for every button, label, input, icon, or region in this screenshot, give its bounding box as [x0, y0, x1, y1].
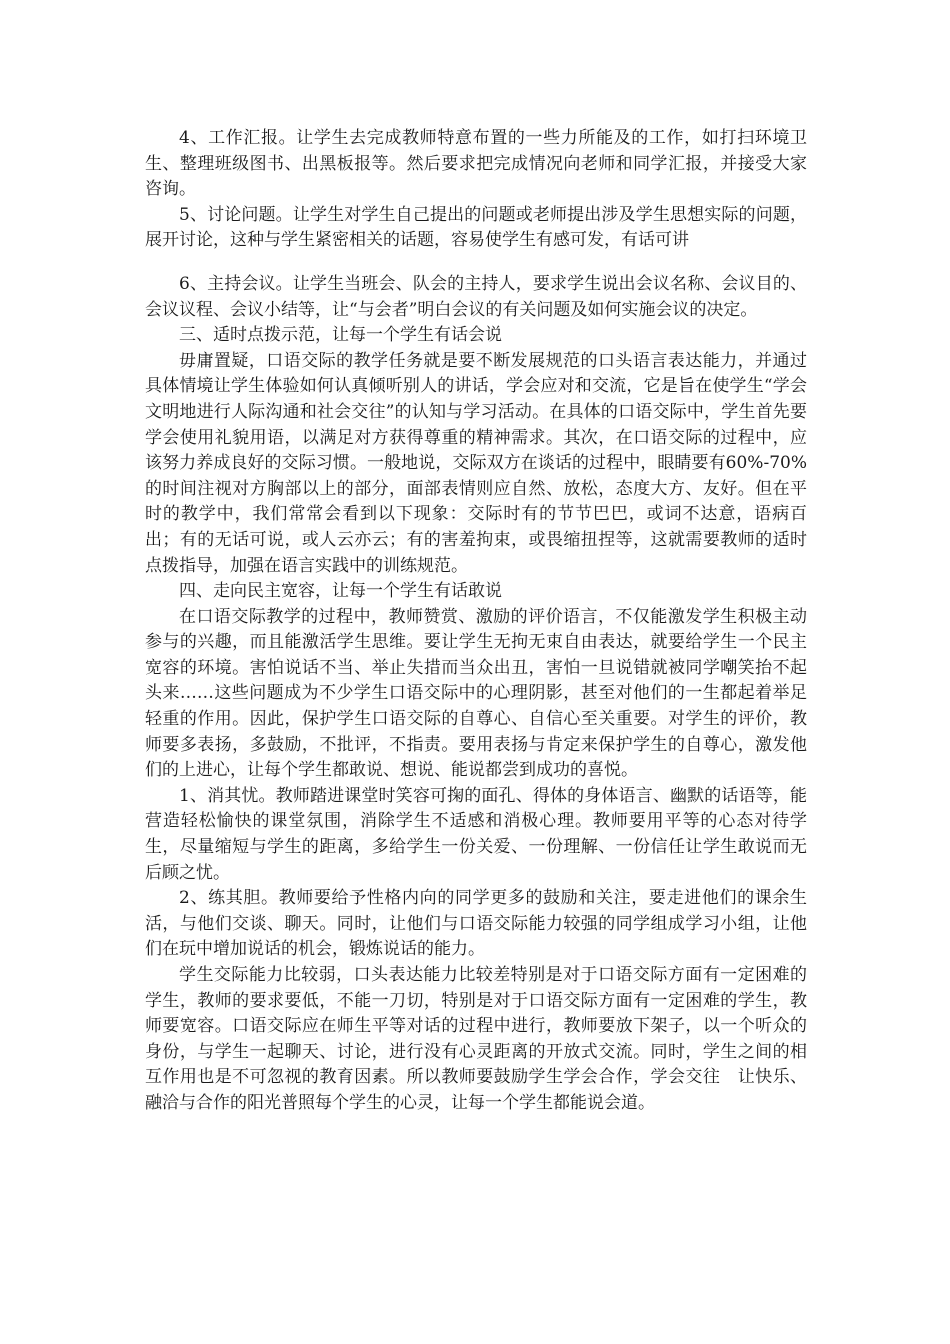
paragraph-build-courage: 2、练其胆。教师要给予性格内向的同学更多的鼓励和关注，要走进他们的课余生活，与他们交谈、聊天。同时，让他们与口语交际能力较强的同学组成学习小组，让他们在玩中增加说话的机会，锻炼说话的能力。 [145, 888, 807, 960]
document-body [145, 126, 807, 1117]
paragraph-democracy: 在口语交际教学的过程中，教师赞赏、激励的评价语言，不仅能激发学生积极主动参与的兴趣，而且能激活学生思维。要让学生无拘无束自由表达，就要给学生一个民主宽容的环境。害怕说话不当、举止失措而当众出丑，害怕一旦说错就被同学嘲笑抬不起头来……这些问题成为不少学生口语交际中的心理阴影，甚至对他们的一生都起着举足轻重的作用。因此，保护学生口语交际的自尊心、自信心至关重要。对学生的评价，教师要多表扬，多鼓励，不批评，不指责。要用表扬与肯定来保护学生的自尊心，激发他们的上进心，让每个学生都敢说、想说、能说都尝到成功的喜悦。 [145, 606, 807, 781]
paragraph-guidance: 毋庸置疑，口语交际的教学任务就是要不断发展规范的口头语言表达能力，并通过具体情境让学生体验如何认真倾听别人的讲话，学会应对和交流，它是旨在使学生“学会文明地进行人际沟通和社会交往”的认知与学习活动。在具体的口语交际中，学生首先要学会使用礼貌用语，以满足对方获得尊重的精神需求。其次，在口语交际的过程中，应该努力养成良好的交际习惯。一般地说，交际双方在谈话的过程中，眼睛要有60%-70%的时间注视对方胸部以上的部分，面部表情则应自然、放松，态度大方、友好。但在平时的教学中，我们常常会看到以下现象：交际时有的节节巴巴，或词不达意，语病百出；有的无话可说，或人云亦云；有的害羞拘束，或畏缩扭捏等，这就需要教师的适时点拨指导，加强在语言实践中的训练规范。 [145, 350, 807, 576]
section-heading-4: 四、走向民主宽容，让每一个学生有话敢说 [179, 581, 502, 602]
section-heading-3: 三、适时点拨示范，让每一个学生有话会说 [179, 325, 502, 346]
paragraph-discussion: 5、讨论问题。让学生对学生自己提出的问题或老师提出涉及学生思想实际的问题，展开讨论，这种与学生紧密相关的话题，容易使学生有感可发，有话可讲 [145, 204, 807, 251]
paragraph-work-report: 4、工作汇报。让学生去完成教师特意布置的一些力所能及的工作，如打扫环境卫生、整理班级图书、出黑板报等。然后要求把完成情况向老师和同学汇报，并接受大家咨询。 [145, 128, 807, 200]
paragraph-remove-worry: 1、消其忧。教师踏进课堂时笑容可掬的面孔、得体的身体语言、幽默的话语等，能营造轻松愉快的课堂氛围，消除学生不适感和消极心理。教师要用平等的心态对待学生，尽量缩短与学生的距离，多给学生一份关爱、一份理解、一份信任让学生敢说而无后顾之忧。 [145, 785, 807, 883]
paragraph-conclusion: 学生交际能力比较弱，口头表达能力比较差特别是对于口语交际方面有一定困难的学生，教师的要求要低，不能一刀切，特别是对于口语交际方面有一定困难的学生，教师要宽容。口语交际应在师生平等对话的过程中进行，教师要放下架子，以一个听众的身份，与学生一起聊天、讨论，进行没有心灵距离的开放式交流。同时，学生之间的相互作用也是不可忽视的教育因素。所以教师要鼓励学生学会合作，学会交往 让快乐、融洽与合作的阳光普照每个学生的心灵，让每一个学生都能说会道。 [145, 965, 807, 1113]
paragraph-host-meeting: 6、主持会议。让学生当班会、队会的主持人，要求学生说出会议名称、会议目的、会议议程、会议小结等，让“与会者”明白会议的有关问题及如何实施会议的决定。 [145, 273, 807, 320]
